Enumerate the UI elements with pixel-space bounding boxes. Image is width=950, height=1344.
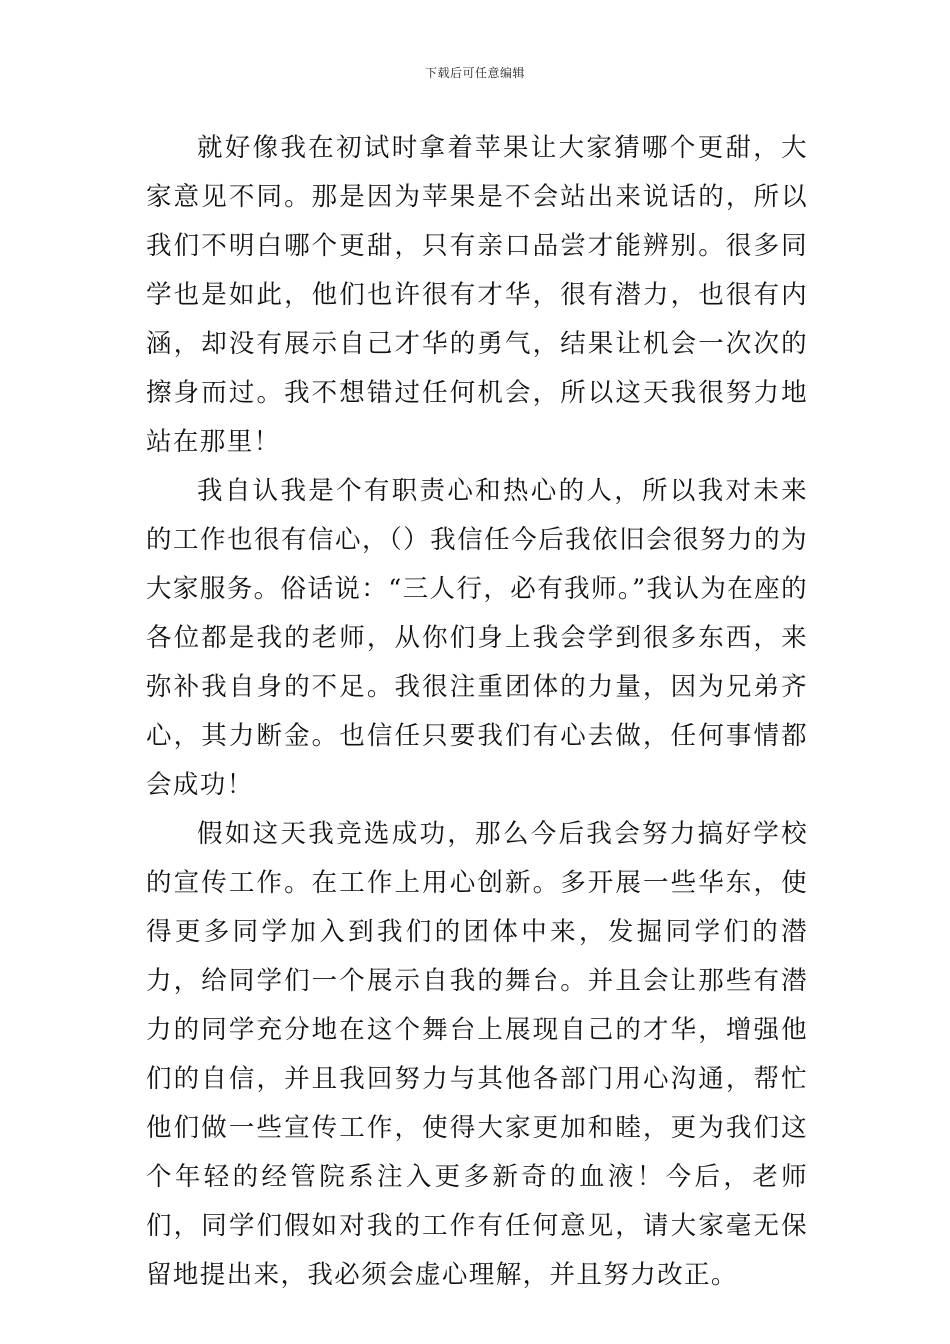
body-text [146, 124, 808, 1300]
paragraph-2: 我自认我是个有职责心和热心的人，所以我对未来的工作也很有信心，（）我信任今后我依旧会很努力的为大家服务。俗话说：“三人行，必有我师。”我认为在座的各位都是我的老师，从你们身上我会学到很多东西，来弥补我自身的不足。我很注重团体的力量，因为兄弟齐心，其力断金。也信任只要我们有心去做，任何事情都会成功！ [146, 476, 808, 800]
paragraph-3: 假如这天我竞选成功，那么今后我会努力搞好学校的宣传工作。在工作上用心创新。多开展一些华东，使得更多同学加入到我们的团体中来，发掘同学们的潜力，给同学们一个展示自我的舞台。并且会让那些有潜力的同学充分地在这个舞台上展现自己的才华，增强他们的自信，并且我回努力与其他各部门用心沟通，帮忙他们做一些宣传工作，使得大家更加和睦，更为我们这个年轻的经管院系注入更多新奇的血液！今后，老师们，同学们假如对我的工作有任何意见，请大家毫无保留地提出来，我必须会虚心理解，并且努力改正。 [146, 819, 808, 1290]
header-note: 下载后可任意编辑 [424, 66, 525, 80]
paragraph-1: 就好像我在初试时拿着苹果让大家猜哪个更甜，大家意见不同。那是因为苹果是不会站出来说话的，所以我们不明白哪个更甜，只有亲口品尝才能辨别。很多同学也是如此，他们也许很有才华，很有潜力，也很有内涵，却没有展示自己才华的勇气，结果让机会一次次的擦身而过。我不想错过任何机会，所以这天我很努力地站在那里！ [146, 133, 808, 457]
